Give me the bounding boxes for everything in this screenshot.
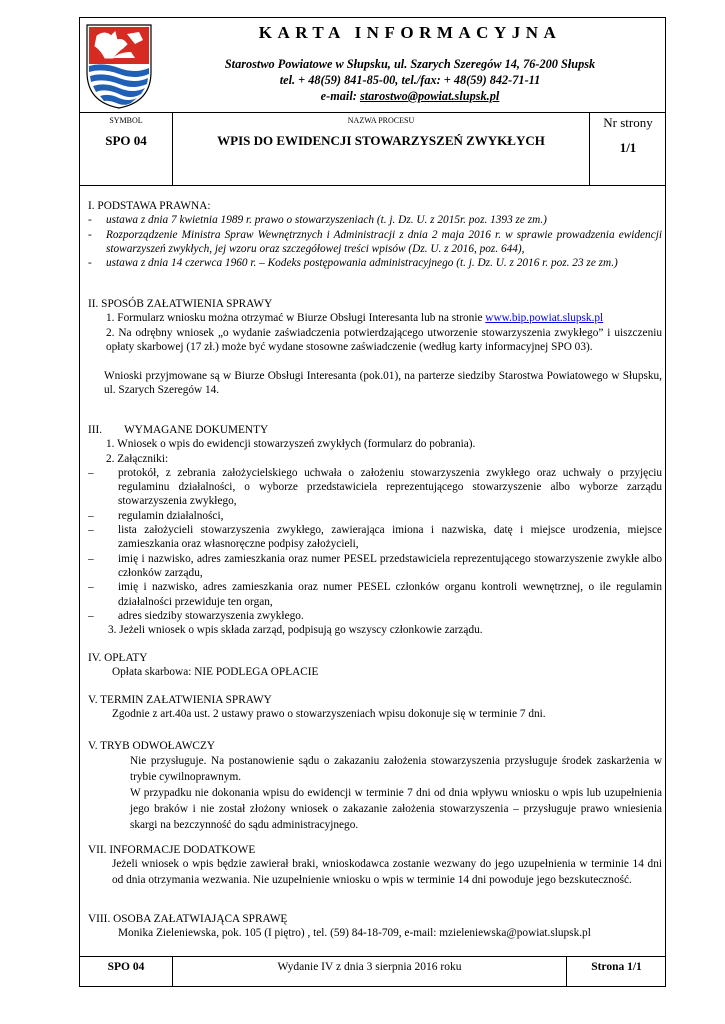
meta-divider bbox=[79, 185, 666, 186]
section-fees bbox=[88, 651, 662, 680]
section-heading: V. TRYB ODWOŁAWCZY bbox=[88, 740, 216, 752]
section-appeal bbox=[88, 739, 662, 833]
header-divider bbox=[79, 112, 666, 113]
list-item: 2. Na odrębny wniosek „o wydanie zaświadczenia potwierdzającego utworzenie stowarzyszenia zwykłego” i uiszczeniu opłaty skarbowej (17 zł.) może być wydane stosowne zaświadczenie (według karty informacyjnej SPO 03). bbox=[106, 326, 662, 353]
list-item: 3. Jeżeli wniosek o wpis składa zarząd, podpisują go wszyscy członkowie zarządu. bbox=[108, 624, 483, 637]
bip-link[interactable]: www.bip.powiat.slupsk.pl bbox=[485, 312, 604, 325]
footer-edition: Wydanie IV z dnia 3 sierpnia 2016 roku bbox=[277, 961, 462, 973]
page-number-value: 1/1 bbox=[619, 140, 637, 155]
symbol-value: SPO 04 bbox=[105, 133, 147, 148]
attachment-item: adres siedziby stowarzyszenia zwykłego. bbox=[118, 609, 304, 622]
page-number-label: Nr strony bbox=[603, 115, 653, 130]
list-item: ustawa z dnia 7 kwietnia 1989 r. prawo o stowarzyszeniach (t. j. Dz. U. z 2015r. poz. 1393 ze zm.) bbox=[106, 214, 547, 227]
office-phone: tel. + 48(59) 841-85-00, tel./fax: + 48(59) 842-71-11 bbox=[279, 73, 541, 87]
footer-divider bbox=[79, 956, 666, 957]
fee-text: Opłata skarbowa: NIE PODLEGA OPŁACIE bbox=[112, 666, 319, 679]
footer-page: Strona 1/1 bbox=[591, 961, 642, 973]
section-procedure bbox=[88, 297, 662, 398]
contact-text: Monika Zieleniewska, pok. 105 (I piętro) , tel. (59) 84-18-709, e-mail: mzieleniewska@powiat.slupsk.pl bbox=[118, 927, 591, 940]
attachment-item: protokół, z zebrania założycielskiego uchwała o założeniu stowarzyszenia zwykłego oraz uchwały o przyjęciu regulaminu działalności, o wyborze przedstawiciela reprezentującego stowarzyszenie albo wyborze zarządu stowarzyszenia zwykłego, bbox=[118, 466, 662, 508]
list-item: 1. Formularz wniosku można otrzymać w Biurze Obsługi Interesanta lub na stronie www.bip.powiat.slupsk.pl bbox=[106, 312, 604, 325]
office-address: Starostwo Powiatowe w Słupsku, ul. Szarych Szeregów 14, 76-200 Słupsk bbox=[224, 57, 596, 71]
deadline-text: Zgodnie z art.40a ust. 2 ustawy prawo o stowarzyszeniach wpisu dokonuje się w terminie 7 dni. bbox=[112, 708, 546, 721]
section-heading: VII. INFORMACJE DODATKOWE bbox=[88, 844, 256, 856]
section-deadline bbox=[88, 693, 662, 722]
list-item: 1. Wniosek o wpis do ewidencji stowarzyszeń zwykłych (formularz do pobrania). bbox=[106, 438, 476, 451]
footer-symbol: SPO 04 bbox=[107, 961, 145, 973]
office-email-line bbox=[160, 89, 660, 103]
section-heading: IV. OPŁATY bbox=[88, 652, 148, 664]
attachment-item: lista założycieli stowarzyszenia zwykłego, zawierająca imiona i nazwiska, datę i miejsce urodzenia, miejsce zamieszkania oraz własnoręczne podpisy założycieli, bbox=[118, 524, 662, 551]
section-heading: VIII. OSOBA ZAŁATWIAJĄCA SPRAWĘ bbox=[88, 913, 288, 925]
appeal-paragraph-1: Nie przysługuje. Na postanowienie sądu o zakazaniu założenia stowarzyszenia przysługuje środek zaskarżenia w trybie cywilnoprawnym. bbox=[130, 755, 662, 784]
section-additional-info bbox=[88, 843, 662, 888]
attachment-item: regulamin działalności, bbox=[118, 509, 224, 522]
process-name: WPIS DO EWIDENCJI STOWARZYSZEŃ ZWYKŁYCH bbox=[217, 133, 545, 148]
email-label: e-mail: bbox=[320, 89, 360, 103]
process-label: NAZWA PROCESU bbox=[347, 116, 415, 125]
section-legal-basis: I. PODSTAWA PRAWNA: - ustawa z dnia 7 kwietnia 1989 r. prawo o stowarzyszeniach (t. j. Dz. U. z 2015r. poz. 1393 ze zm.) - Rozporządzenie Ministra Spraw Wewnętrznych i Administracji z dnia 2 maja 2016 r. w sprawie prowadzenia ewidencji stowarzyszeń zwykłych, jej wzoru oraz szczegółowej treści wpisów (Dz. U. z 2016, poz. 644), - ustawa z dnia 14 czerwca 1960 r. – Kodeks postępowania administracyjnego (t. j. Dz. U. z 2016 r. poz. 23 ze zm.) bbox=[88, 200, 662, 270]
list-item: Rozporządzenie Ministra Spraw Wewnętrznych i Administracji z dnia 2 maja 2016 r. w sprawie prowadzenia ewidencji stowarzyszeń zwykłych, jej wzoru oraz szczegółowej treści wpisów (Dz. U. z 2016, poz. 644), bbox=[106, 228, 662, 255]
appeal-paragraph-2: W przypadku nie dokonania wpisu do ewidencji w terminie 7 dni od dnia wpływu wniosku o wpis lub uzupełnienia jego braków i nie został złożony wniosek o zakazanie założenia stowarzyszenia – przysługuje prawo wniesienia skargi na bezczynność do sądu administracyjnego. bbox=[130, 787, 662, 832]
office-email-link[interactable]: starostwo@powiat.slupsk.pl bbox=[359, 89, 500, 103]
section-heading: II. SPOSÓB ZAŁATWIENIA SPRAWY bbox=[88, 298, 273, 310]
county-crest-logo bbox=[83, 22, 155, 110]
attachment-item: imię i nazwisko, adres zamieszkania oraz numer PESEL członków organu kontroli wewnętrznej, o ile regulamin działalności przewiduje ten organ, bbox=[118, 581, 662, 608]
card-title: KARTA INFORMACYJNA bbox=[258, 23, 562, 42]
list-item: 2. Załączniki: bbox=[106, 452, 169, 465]
section-contact-person bbox=[88, 912, 662, 941]
section-number: III. bbox=[88, 424, 103, 436]
additional-info-text: Jeżeli wniosek o wpis będzie zawierał braki, wnioskodawca zostanie wezwany do jego uzupełnienia w terminie 14 dni od dnia otrzymania wezwania. Nie uzupełnienie wniosku o wpis w terminie 14 dni powoduje jego bezskuteczność. bbox=[112, 858, 662, 886]
list-item: ustawa z dnia 14 czerwca 1960 r. – Kodeks postępowania administracyjnego (t. j. Dz. U. z 2016 r. poz. 23 ze zm.) bbox=[106, 257, 618, 270]
submission-note: Wnioski przyjmowane są w Biurze Obsługi Interesanta (pok.01), na parterze siedziby Starostwa Powiatowego w Słupsku, ul. Szarych Szeregów 14. bbox=[104, 370, 662, 397]
attachment-item: imię i nazwisko, adres zamieszkania oraz numer PESEL przedstawiciela reprezentującego stowarzyszenie zwykłe albo członków zarządu, bbox=[118, 552, 662, 579]
section-required-documents: III. WYMAGANE DOKUMENTY 1. Wniosek o wpis do ewidencji stowarzyszeń zwykłych (formularz do pobrania). 2. Załączniki: – protokół, z zebrania założycielskiego uchwała o założeniu stowarzyszenia zwykłego oraz uchwały o przyjęciu regulaminu działalności, o wyborze przedstawiciela reprezentującego stowarzyszenie albo wyborze zarządu stowarzyszenia zwykłego, – regulamin działalności, – lista założycieli stowarzyszenia zwykłego, zawierająca imiona i nazwiska, datę i miejsce urodzenia, miejsce zamieszkania oraz własnoręczne podpisy założycieli, – imię i nazwisko, adres zamieszkania oraz numer PESEL przedstawiciela reprezentującego stowarzyszenie zwykłe albo członków zarządu, – imię i nazwisko, adres zamieszkania oraz numer PESEL członków organu kontroli wewnętrznej, o ile regulamin działalności przewiduje ten organ, – adres siedziby stowarzyszenia zwykłego. 3. Jeżeli wniosek o wpis składa zarząd, podpisują go wszyscy członkowie zarządu. bbox=[88, 424, 662, 637]
section-heading: WYMAGANE DOKUMENTY bbox=[124, 424, 269, 436]
section-heading: I. PODSTAWA PRAWNA: bbox=[88, 200, 211, 212]
section-heading: V. TERMIN ZAŁATWIENIA SPRAWY bbox=[88, 694, 272, 706]
symbol-label: SYMBOL bbox=[109, 116, 143, 125]
